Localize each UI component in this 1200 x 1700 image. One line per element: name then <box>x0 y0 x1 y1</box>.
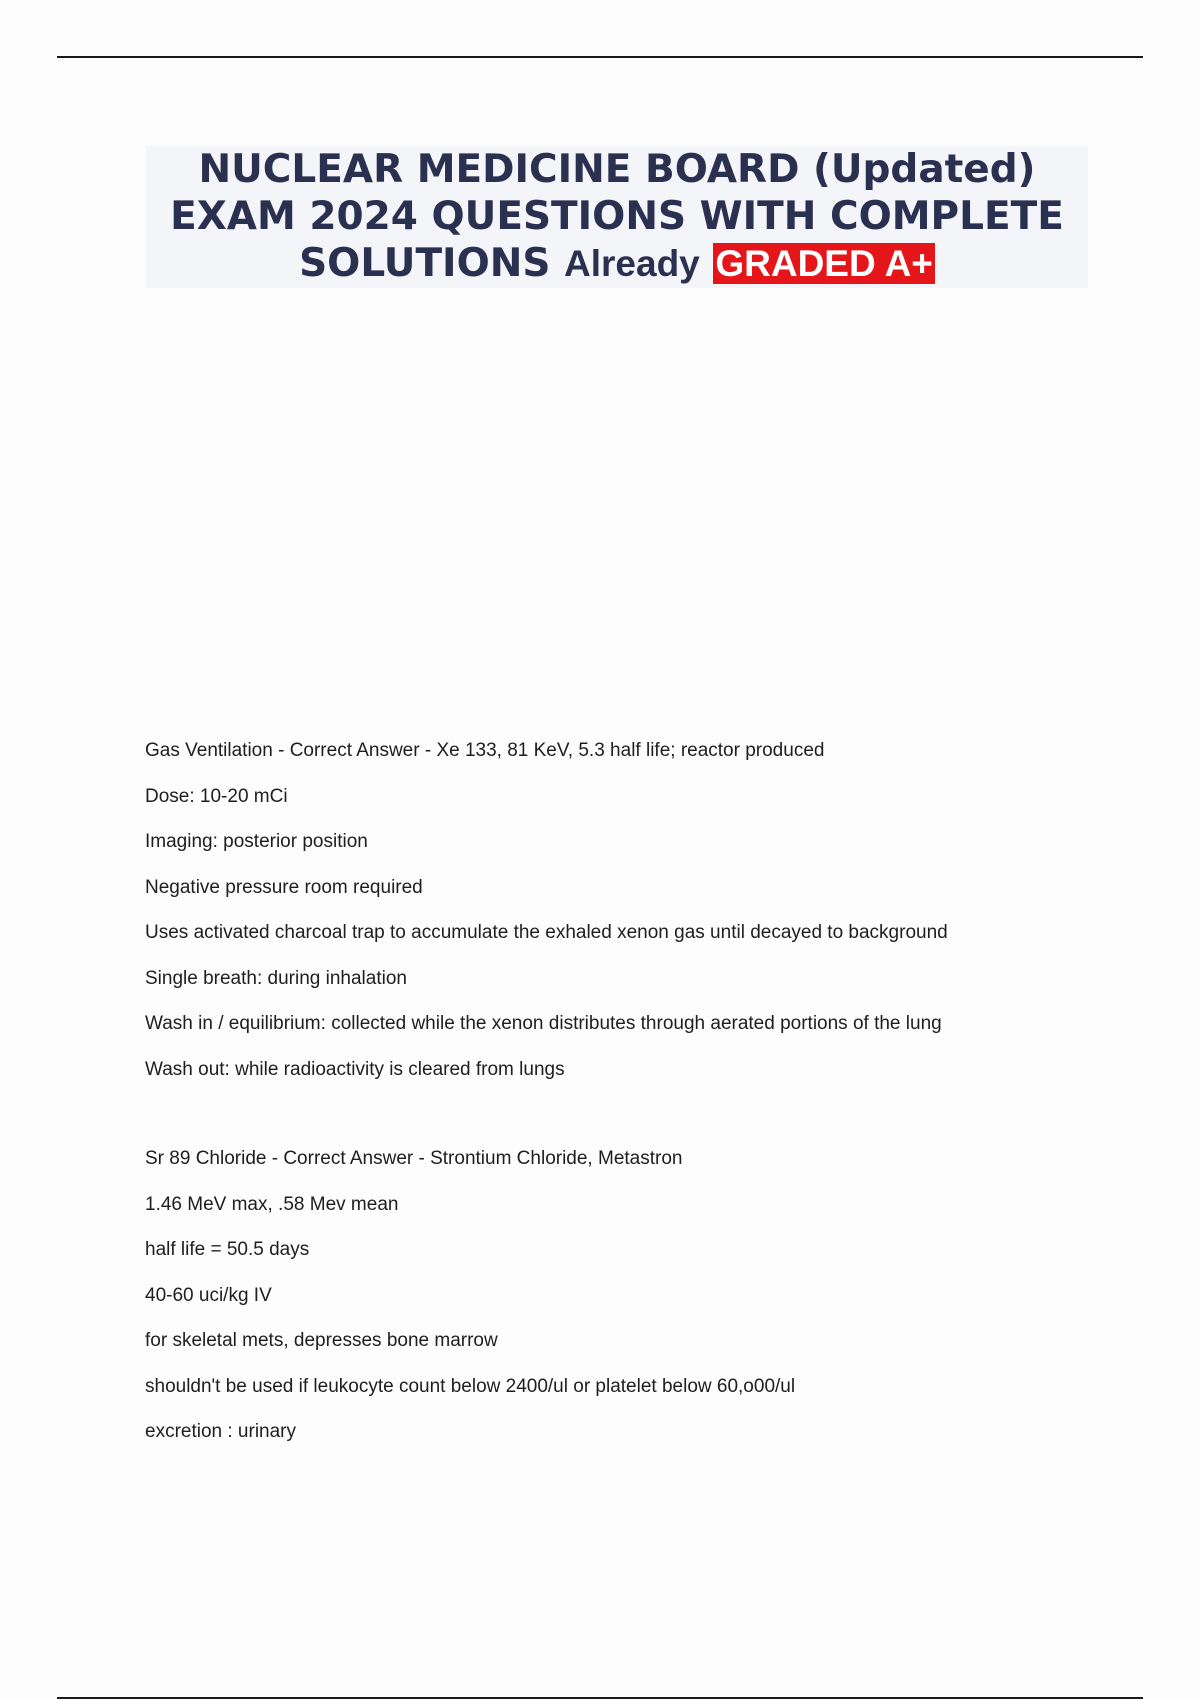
graded-badge: GRADED A+ <box>715 243 933 284</box>
document-body <box>145 740 1105 1467</box>
answer-line: 40-60 uci/kg IV <box>145 1284 272 1306</box>
title-already: Already <box>564 243 700 284</box>
bottom-rule <box>57 1697 1143 1699</box>
title-line-2: EXAM 2024 QUESTIONS WITH COMPLETE <box>170 194 1064 239</box>
answer-line: Gas Ventilation - Correct Answer - Xe 133, 81 KeV, 5.3 half life; reactor produced <box>145 740 825 761</box>
answer-line: for skeletal mets, depresses bone marrow <box>145 1330 498 1351</box>
answer-line: half life = 50.5 days <box>145 1239 310 1260</box>
title-line-1: NUCLEAR MEDICINE BOARD (Updated) <box>198 147 1036 192</box>
section-sr89-chloride <box>145 1148 1105 1443</box>
section-spacer <box>145 1104 1105 1148</box>
answer-line: Imaging: posterior position <box>145 831 368 852</box>
top-rule <box>57 56 1143 58</box>
answer-line: Negative pressure room required <box>145 876 423 898</box>
title-banner <box>146 146 1088 288</box>
answer-line: shouldn't be used if leukocyte count below 2400/ul or platelet below 60,o00/ul <box>145 1375 796 1397</box>
section-gas-ventilation <box>145 740 1105 1081</box>
answer-line: Wash out: while radioactivity is cleared from lungs <box>145 1058 565 1080</box>
title-solutions: SOLUTIONS <box>299 241 551 286</box>
answer-line: excretion : urinary <box>145 1421 297 1442</box>
answer-line: Uses activated charcoal trap to accumulate the exhaled xenon gas until decayed to background <box>145 922 948 943</box>
answer-line: 1.46 MeV max, .58 Mev mean <box>145 1193 399 1215</box>
answer-line: Wash in / equilibrium: collected while the xenon distributes through aerated portions of the lung <box>145 1013 942 1034</box>
answer-line: Single breath: during inhalation <box>145 967 407 989</box>
answer-line: Dose: 10-20 mCi <box>145 785 288 807</box>
title-line-3 <box>146 240 1088 287</box>
answer-line: Sr 89 Chloride - Correct Answer - Strontium Chloride, Metastron <box>145 1148 683 1169</box>
